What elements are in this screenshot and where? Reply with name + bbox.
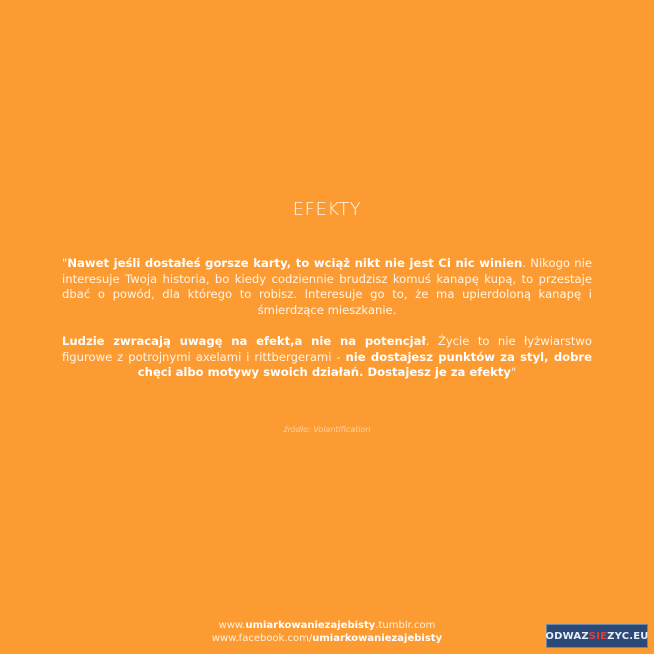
quote-p2-close: " <box>510 365 517 380</box>
watermark-part-3: ZYC.EU <box>607 630 649 642</box>
quote-p1-bold: Nawet jeśli dostałeś gorsze karty, to wciąż nikt nie jest Ci nic winien <box>67 256 523 270</box>
quote-block <box>62 256 592 381</box>
footer-facebook-name: umiarkowaniezajebisty <box>312 633 443 644</box>
quote-p1-text: . Nikogo nie interesuje Twoja historia, bo kiedy codziennie brudzisz komuś kanapę kupą, to przestaje dbać o powód, dla którego to robisz. Interesuje go to, że ma upierdoloną kanapę i śmierdzące mieszkanie. <box>62 256 593 318</box>
quote-paragraph-1 <box>62 256 592 319</box>
quote-p2-bold-2: nie dostajesz punktów za styl, dobre chęci albo motywy swoich działań. Dostajesz je za efekty <box>137 349 592 380</box>
footer-tumblr-name: umiarkowaniezajebisty <box>245 620 376 631</box>
watermark-badge <box>546 624 648 648</box>
quote-paragraph-2 <box>62 334 592 381</box>
quote-p1-open: " <box>62 256 68 270</box>
watermark-part-1: ODWAZ <box>545 630 589 642</box>
footer-tumblr-suffix: .tumblr.com <box>375 620 436 631</box>
quote-p2-text: . Życie to nie łyżwiarstwo figurowe z potrojnymi axelami i rittbergerami - <box>62 333 592 364</box>
footer-facebook-prefix: www.facebook.com/ <box>211 633 313 644</box>
footer-tumblr-prefix: www. <box>218 620 246 631</box>
quote-p2-bold-1: Ludzie zwracają uwagę na efekt,a nie na potencjał <box>62 333 426 348</box>
watermark-part-2: SIE <box>588 630 608 642</box>
poster-title: EFEKTY <box>292 199 362 220</box>
quote-source: źródło: Volantification <box>283 425 371 434</box>
